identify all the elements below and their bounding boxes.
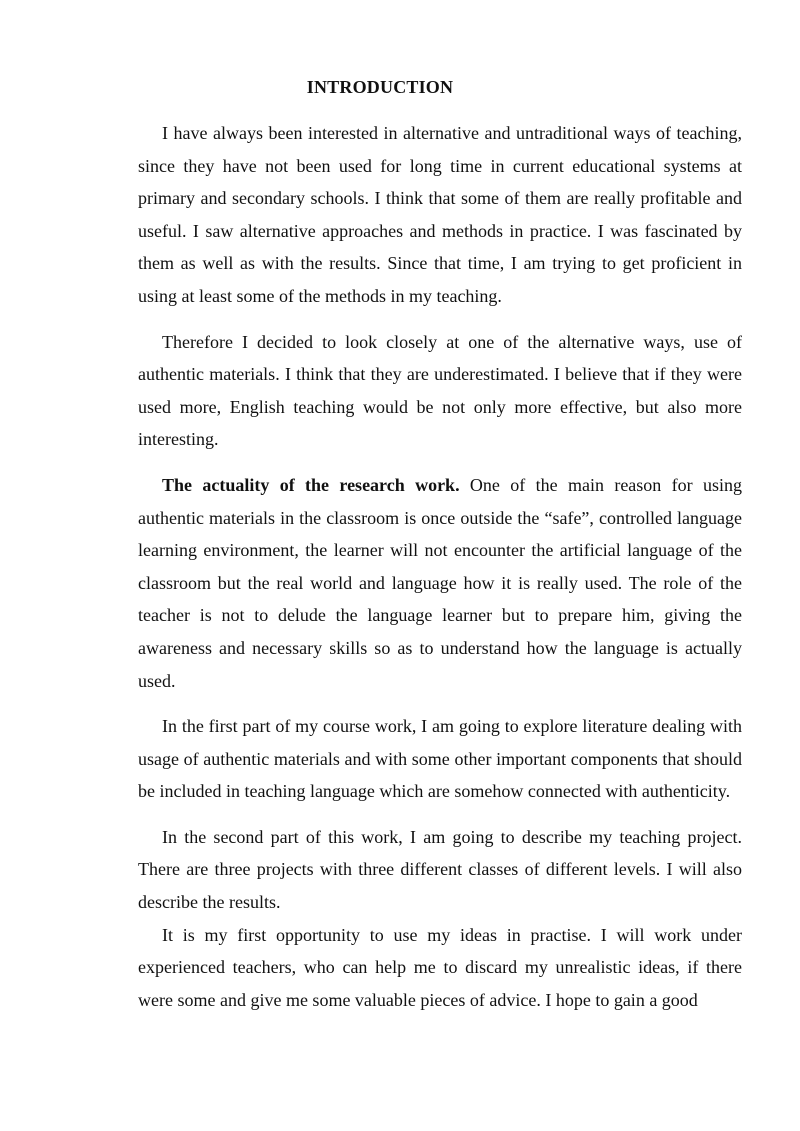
document-body [138, 117, 742, 1016]
paragraph-text: In the first part of my course work, I am going to explore literature dealing with usage of authentic materials and with some other important components that should be included in teaching language which are somehow connected with authenticity. [138, 716, 742, 802]
paragraph-2 [138, 326, 742, 456]
paragraph-text: Therefore I decided to look closely at one of the alternative ways, use of authentic materials. I think that they are underestimated. I believe that if they were used more, English teaching would be not only more effective, but also more interesting. [138, 331, 742, 450]
paragraph-text: It is my first opportunity to use my ideas in practise. I will work under experienced teachers, who can help me to discard my unrealistic ideas, if there were some and give me some valuable pieces of advice. I hope to gain a good [138, 924, 742, 1010]
paragraph-1 [138, 117, 742, 313]
paragraph-4 [138, 710, 742, 808]
paragraph-text: I have always been interested in alternative and untraditional ways of teaching, since they have not been used for long time in current educational systems at primary and secondary schools. I think that some of them are really profitable and useful. I saw alternative approaches and methods in practice. I was fascinated by them as well as with the results. Since that time, I am trying to get proficient in using at least some of the methods in my teaching. [138, 123, 742, 306]
paragraph-text: In the second part of this work, I am going to describe my teaching project. There are three projects with three different classes of different levels. I will also describe the results. [138, 826, 742, 913]
paragraph-5 [138, 821, 742, 919]
paragraph-lead-heading: The actuality of the research work. [162, 474, 460, 495]
paragraph-3 [138, 469, 742, 697]
page-title: INTRODUCTION [306, 77, 454, 97]
paragraph-6 [138, 919, 742, 1017]
paragraph-text: One of the main reason for using authentic materials in the classroom is once outside the “safe”, controlled language learning environment, the learner will not encounter the artificial language of the classroom but the real world and language how it is really used. The role of the teacher is not to delude the language learner but to prepare him, giving the awareness and necessary skills so as to understand how the language is actually used. [138, 474, 743, 691]
